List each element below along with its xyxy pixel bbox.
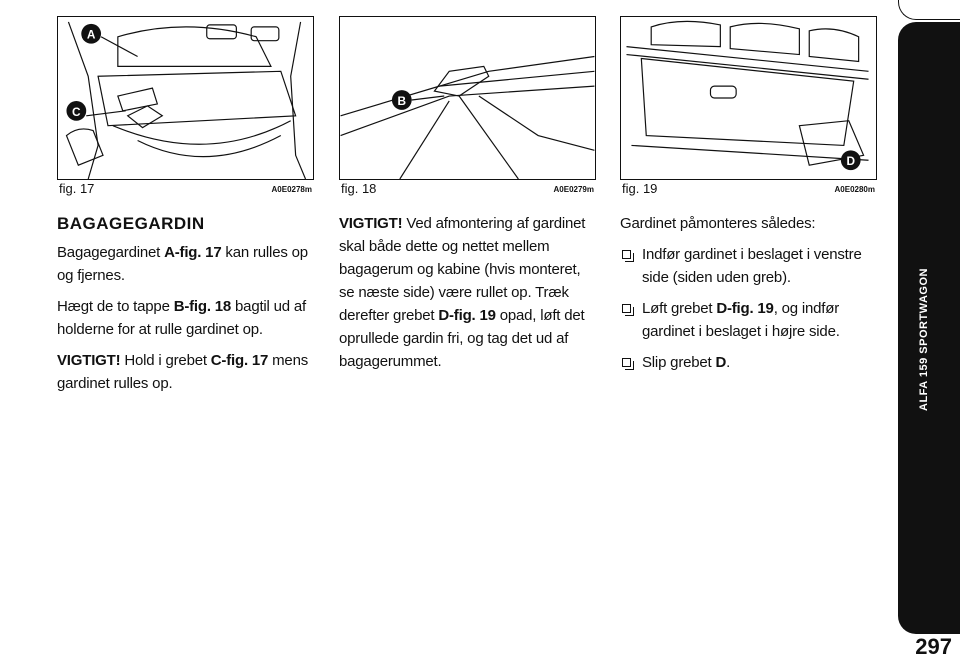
page-number: 297 — [915, 634, 952, 659]
figure-ref: D — [715, 354, 727, 371]
text: bagtil ud af holderne for at rulle gardinet op. — [57, 298, 307, 338]
callout-d-label: D — [846, 154, 856, 169]
figure-17-code: A0E0278m — [271, 185, 312, 194]
column-2 — [339, 212, 597, 381]
bullet-text: Løft grebet — [642, 300, 717, 317]
warning-label: VIGTIGT! — [339, 215, 403, 232]
figure-ref: D-fig. 19 — [438, 307, 496, 324]
figure-ref: D-fig. 19 — [716, 300, 774, 317]
section-heading: BAGAGEGARDIN — [57, 214, 205, 233]
checkbox-bullet-icon — [622, 358, 631, 367]
paragraph-warning — [339, 212, 597, 373]
callout-b-label: B — [397, 93, 407, 108]
column-1 — [57, 212, 315, 403]
warning-label: VIGTIGT! — [57, 352, 121, 369]
corner-decoration — [898, 0, 960, 20]
text: Hold i grebet — [120, 352, 211, 369]
figure-18-label: fig. 18 — [341, 181, 377, 196]
paragraph-2 — [57, 295, 315, 341]
figure-17-label: fig. 17 — [59, 181, 95, 196]
figure-17-illustration — [57, 16, 314, 180]
bullet-text: , og indfør gardinet i beslaget i højre side. — [642, 300, 840, 340]
figure-17-caption — [57, 182, 314, 196]
text: mens gardinet rulles op. — [57, 352, 309, 392]
intro-text: Gardinet påmonteres således: — [620, 215, 816, 232]
bullet-text: Indfør gardinet i beslaget i venstre side (siden uden greb). — [642, 246, 862, 286]
figure-19-label: fig. 19 — [622, 181, 658, 196]
bullet-text: Slip grebet — [642, 354, 716, 371]
figure-18-code: A0E0279m — [553, 185, 594, 194]
figure-19-caption — [620, 182, 877, 196]
figure-ref: C-fig. 17 — [210, 352, 269, 369]
text: kan rulles op og fjernes. — [57, 244, 308, 284]
callout-c-label: C — [72, 104, 81, 119]
text: Bagagegardinet — [57, 244, 165, 261]
figure-17-drawing — [58, 17, 313, 179]
figure-18-illustration — [339, 16, 596, 180]
figure-19-illustration — [620, 16, 877, 180]
figure-ref: A-fig. 17 — [164, 244, 222, 261]
text: Hægt de to tappe — [57, 298, 174, 315]
paragraph-1 — [57, 241, 315, 287]
figure-ref: B-fig. 18 — [173, 298, 232, 315]
bullet-text: . — [726, 354, 731, 371]
figure-18-drawing — [340, 17, 595, 179]
text: opad, løft det oprullede gardin fri, og tag det ud af bagagerummet. — [339, 307, 585, 370]
bullet-item — [620, 297, 878, 343]
side-tab-label: ALFA 159 SPORTWAGON — [918, 268, 930, 412]
text: Ved afmontering af gardinet skal både dette og nettet mellem bagagerum og kabine (hvis monteret, se næste side) være rullet op. Træk derefter grebet — [339, 215, 586, 324]
figure-18-caption — [339, 182, 596, 196]
callout-a-label: A — [86, 27, 96, 42]
paragraph-3 — [57, 349, 315, 395]
column-3 — [620, 212, 878, 382]
checkbox-bullet-icon — [622, 304, 631, 313]
checkbox-bullet-icon — [622, 250, 631, 259]
bullet-item — [620, 351, 878, 374]
figure-19-drawing — [621, 17, 876, 179]
bullet-item — [620, 243, 878, 289]
figure-19-code: A0E0280m — [834, 185, 875, 194]
